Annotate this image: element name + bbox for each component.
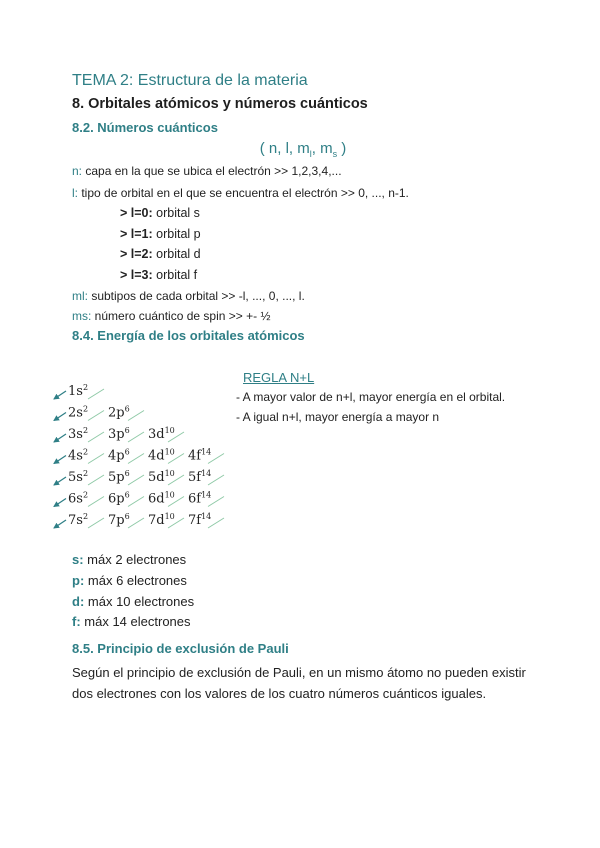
- orbital-label: [68, 491, 88, 507]
- orbital-electrons: 14: [201, 469, 212, 478]
- orbital-electrons: 2: [82, 469, 89, 478]
- orbital-name: 7d: [148, 513, 165, 528]
- orbital-electrons: 10: [164, 512, 175, 521]
- ml-text: subtipos de cada orbital >> -l, ..., 0, ..., l.: [88, 289, 305, 303]
- orbital-label: [108, 448, 130, 464]
- orbital-name: 1s: [68, 384, 83, 399]
- l-value-key: > l=1:: [120, 227, 153, 241]
- diagonal-line: [88, 411, 104, 421]
- orbital-name: 7s: [68, 513, 83, 528]
- orbital-label: [188, 512, 211, 528]
- diagonal-arrow: [54, 520, 66, 528]
- orbital-electrons: 2: [82, 383, 89, 392]
- orbital-label: [108, 512, 130, 528]
- orbital-electrons: 10: [164, 490, 175, 500]
- topic-title: TEMA 2: Estructura de la materia: [72, 72, 308, 89]
- orbital-label: [108, 491, 130, 507]
- orbital-label: [108, 426, 130, 442]
- orbital-label: [148, 448, 175, 464]
- l-text: tipo de orbital en el que se encuentra el electrón >> 0, ..., n-1.: [78, 186, 409, 200]
- diagonal-arrow: [54, 391, 66, 399]
- orbital-electrons: 14: [201, 490, 212, 500]
- capacity-label: p:: [72, 573, 85, 588]
- orbital-label: [148, 512, 175, 528]
- orbital-label: [108, 469, 130, 485]
- diagonal-line: [128, 497, 144, 507]
- orbital-label: [68, 512, 88, 528]
- qn-mid: , m: [311, 140, 333, 157]
- section-8-2-heading: 8.2. Números cuánticos: [72, 120, 218, 135]
- diagonal-line: [88, 389, 104, 399]
- orbital-name: 2p: [108, 405, 125, 421]
- capacity-item: [72, 594, 194, 609]
- orbital-name: 6s: [68, 491, 83, 507]
- orbital-name: 6p: [108, 491, 125, 507]
- orbital-electrons: 2: [82, 447, 89, 457]
- l-value-text: orbital d: [152, 247, 201, 261]
- ms-label: ms:: [72, 309, 92, 323]
- qn-ml-sub: l: [309, 149, 312, 159]
- l-value-text: orbital s: [152, 206, 200, 220]
- regla-nl-title: REGLA N+L: [243, 370, 315, 385]
- orbital-label: [148, 426, 175, 442]
- diagonal-line: [128, 454, 144, 464]
- orbital-label: [108, 405, 130, 421]
- orbital-electrons: 2: [82, 404, 89, 414]
- n-label: n:: [72, 164, 83, 178]
- diagonal-line: [128, 518, 144, 528]
- ml-definition: [72, 289, 305, 303]
- diagonal-arrow: [54, 413, 66, 421]
- l-value-item: [120, 247, 201, 261]
- l-value-key: > l=3:: [120, 268, 153, 282]
- diagonal-line: [128, 411, 144, 421]
- capacity-label: d:: [72, 594, 85, 609]
- orbital-electrons: 6: [124, 447, 130, 457]
- orbital-name: 5s: [68, 470, 83, 485]
- orbital-label: [68, 469, 88, 485]
- diagonal-line: [88, 454, 104, 464]
- orbital-name: 5d: [148, 470, 165, 485]
- section-8-5-heading: 8.5. Principio de exclusión de Pauli: [72, 641, 289, 656]
- l-value-text: orbital p: [152, 227, 201, 241]
- diagonal-arrow: [54, 499, 66, 507]
- section-8-heading: 8. Orbitales atómicos y números cuánticos: [72, 96, 368, 112]
- l-value-key: > l=2:: [120, 247, 153, 261]
- n-definition: [72, 164, 342, 178]
- orbital-label: [188, 469, 211, 485]
- orbital-name: 5p: [108, 470, 125, 485]
- orbital-electrons: 10: [164, 426, 175, 435]
- orbital-label: [68, 383, 88, 399]
- l-value-item: [120, 268, 197, 282]
- orbital-electrons: 2: [82, 490, 89, 500]
- capacity-item: [72, 573, 187, 588]
- pauli-paragraph: Según el principio de exclusión de Pauli, en un mismo átomo no pueden existir dos electrones con los valores de los cuatro números cuánticos iguales.: [72, 665, 526, 701]
- orbital-name: 2s: [68, 405, 83, 421]
- diagonal-arrow: [54, 477, 66, 485]
- orbital-name: 7f: [188, 513, 202, 528]
- n-text: capa en la que se ubica el electrón >> 1,2,3,4,...: [82, 164, 342, 178]
- orbital-electrons: 6: [124, 512, 130, 521]
- orbital-electrons: 14: [201, 447, 212, 457]
- orbital-electrons: 2: [82, 426, 89, 435]
- qn-close: ): [337, 140, 347, 157]
- l-definition: [72, 186, 409, 200]
- orbital-name: 5f: [188, 470, 202, 485]
- aufbau-diagonal-diagram: [50, 378, 235, 538]
- diagonal-line: [128, 475, 144, 485]
- orbital-electrons: 6: [124, 469, 130, 478]
- capacity-label: f:: [72, 614, 81, 629]
- regla-rule-item: - A igual n+l, mayor energía a mayor n: [236, 410, 440, 424]
- capacity-item: [72, 552, 186, 567]
- diagonal-arrow: [54, 456, 66, 464]
- l-value-item: [120, 206, 200, 220]
- capacity-label: s:: [72, 552, 84, 567]
- orbital-electrons: 14: [201, 512, 212, 521]
- diagonal-arrow: [54, 434, 66, 442]
- orbital-name: 4d: [148, 448, 165, 464]
- orbital-name: 4p: [108, 448, 125, 464]
- qn-ms-sub: s: [332, 149, 338, 159]
- orbital-name: 3d: [148, 427, 165, 442]
- capacity-item: [72, 614, 191, 629]
- diagonal-line: [88, 497, 104, 507]
- l-label: l:: [72, 186, 78, 200]
- ms-text: número cuántico de spin >> +- ½: [91, 309, 271, 323]
- orbital-label: [148, 491, 175, 507]
- diagonal-line: [128, 432, 144, 442]
- quantum-numbers-formula: [0, 140, 600, 159]
- orbital-electrons: 2: [82, 512, 89, 521]
- orbital-label: [188, 448, 211, 464]
- capacity-text: máx 2 electrones: [83, 552, 187, 567]
- orbital-electrons: 6: [124, 426, 130, 435]
- orbital-name: 3s: [68, 427, 83, 442]
- orbital-name: 4s: [68, 448, 83, 464]
- orbital-label: [148, 469, 175, 485]
- orbital-electrons: 10: [164, 447, 175, 457]
- orbital-name: 6d: [148, 491, 165, 507]
- orbital-label: [188, 491, 211, 507]
- l-value-text: orbital f: [152, 268, 198, 282]
- capacity-text: máx 14 electrones: [80, 614, 191, 629]
- diagonal-line: [88, 475, 104, 485]
- orbital-name: 3p: [108, 427, 125, 442]
- capacity-text: máx 6 electrones: [84, 573, 187, 588]
- orbital-name: 6f: [188, 491, 202, 507]
- ml-label: ml:: [72, 289, 88, 303]
- diagonal-line: [88, 518, 104, 528]
- orbital-label: [68, 405, 88, 421]
- section-8-4-heading: 8.4. Energía de los orbitales atómicos: [72, 328, 305, 343]
- orbital-label: [68, 426, 88, 442]
- capacity-text: máx 10 electrones: [84, 594, 195, 609]
- orbital-name: 4f: [188, 448, 202, 464]
- orbital-electrons: 6: [124, 490, 130, 500]
- l-value-key: > l=0:: [120, 206, 153, 220]
- orbital-name: 7p: [108, 513, 125, 528]
- orbital-electrons: 6: [124, 404, 130, 414]
- ms-definition: [72, 309, 270, 323]
- orbital-electrons: 10: [164, 469, 175, 478]
- regla-rule-item: - A mayor valor de n+l, mayor energía en el orbital.: [236, 390, 506, 404]
- qn-open: ( n, l, m: [259, 140, 310, 157]
- orbital-label: [68, 448, 88, 464]
- diagonal-line: [88, 432, 104, 442]
- l-value-item: [120, 227, 201, 241]
